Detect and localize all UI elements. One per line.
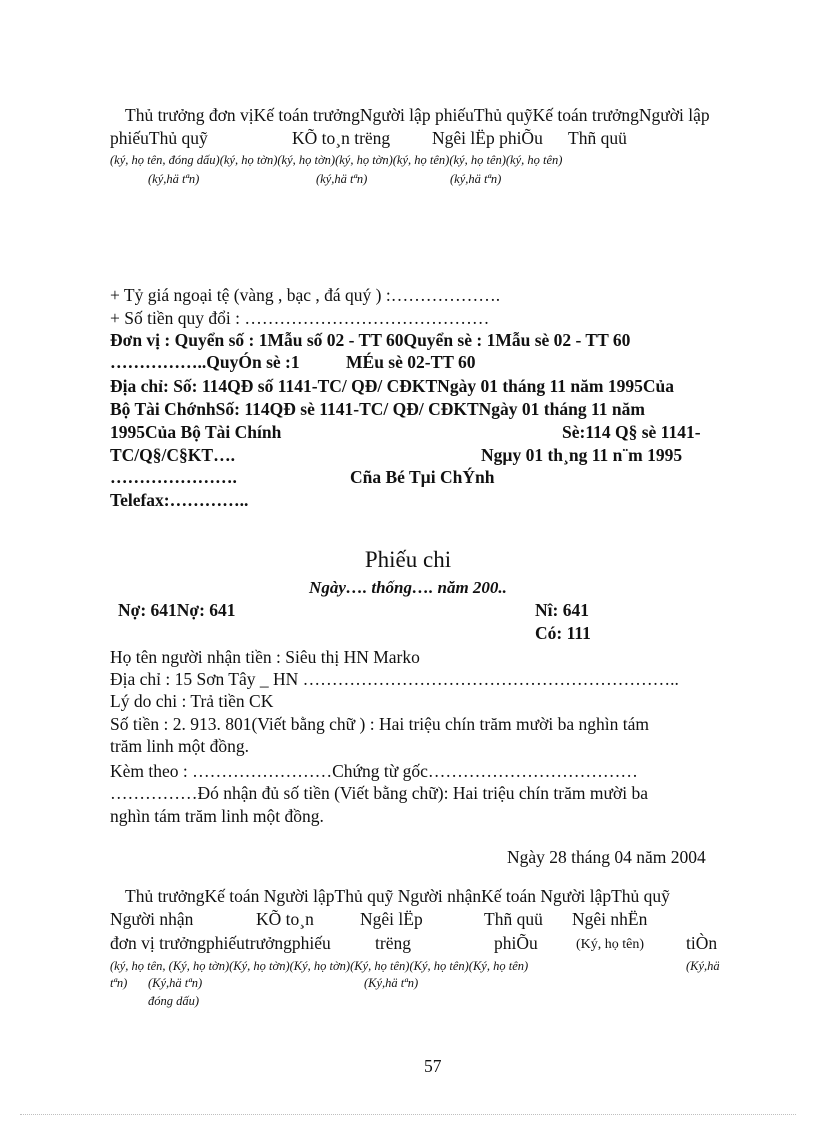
debit-account-left: Nợ: 641Nợ: 641	[118, 600, 236, 620]
decision-line-b: Ngµy 01 th¸ng 11 n¨m 1995	[481, 445, 683, 465]
received-line-cont: nghìn tám trăm linh một đồng.	[110, 806, 324, 826]
voucher-signed-date: Ngày 28 tháng 04 năm 2004	[507, 847, 706, 867]
top-signature-preparer: Ngêi lËp phiÕu	[432, 128, 543, 148]
bottom-signature-titles-cont: đơn vị trưởngphiếutrưởngphiếu	[110, 933, 331, 953]
voucher-date-line: Ngày…. thống…. năm 200..	[309, 578, 507, 597]
top-signature-accountant: KÕ to¸n trëng	[292, 128, 391, 148]
attachment-line: Kèm theo : ……………………Chứng từ gốc………………………………	[110, 761, 638, 781]
bottom-signature-money: tiÒn	[686, 933, 718, 953]
decision-line-a: TC/Q§/C§KT….	[110, 445, 235, 465]
top-signature-note-c: (ký,hä tªn)	[450, 172, 502, 186]
unit-line: Đơn vị : Quyển số : 1Mẫu số 02 - TT 60Quyển sè : 1Mẫu sè 02 - TT 60	[110, 330, 631, 350]
recipient-line: Họ tên người nhận tiền : Siêu thị HN Marko	[110, 647, 420, 667]
bottom-signature-titles: Thủ trưởngKế toán Người lậpThủ quỹ Người nhậnKế toán Người lậpThủ quỹ	[125, 886, 670, 906]
bottom-signature-voucher: phiÕu	[494, 933, 538, 953]
bottom-signature-note-b: (Ký,hä tªn)	[148, 976, 203, 990]
amount-line: Số tiền : 2. 913. 801(Viết bằng chữ ) : Hai triệu chín trăm mười ba nghìn tám	[110, 714, 649, 734]
top-signature-cashier: Thñ quü	[568, 128, 627, 148]
ministry-line-3: Cña Bé Tµi ChÝnh	[350, 467, 495, 487]
telefax-line: Telefax:…………..	[110, 490, 249, 510]
ministry-line-2a: 1995Của Bộ Tài Chính	[110, 422, 282, 442]
bottom-signature-receiver-2: Ngêi nhËn	[572, 909, 648, 929]
amount-line-cont: trăm linh một đồng.	[110, 736, 250, 756]
debit-account-right: Nî: 641	[535, 600, 589, 620]
exchange-rate-line: + Tỷ giá ngoại tệ (vàng , bạc , đá quý ) :……………….	[110, 285, 501, 305]
dots-line: ………………….	[110, 467, 237, 487]
credit-account: Có: 111	[535, 623, 591, 643]
bottom-signature-preparer: Ngêi lËp	[360, 909, 423, 929]
received-line: ……………Đó nhận đủ số tiền (Viết bằng chữ): Hai triệu chín trăm mười ba	[110, 783, 648, 803]
bottom-signature-chief: trëng	[375, 933, 411, 953]
top-signature-note-a: (ký,hä tªn)	[148, 172, 200, 186]
bottom-signature-note-a: tªn)	[110, 976, 128, 990]
page-bottom-divider	[20, 1114, 796, 1115]
bottom-signature-stamp-note: đóng dấu)	[148, 994, 200, 1008]
bottom-signature-receiver: Người nhận	[110, 909, 194, 929]
top-signature-titles-cont: phiếuThủ quỹ	[110, 128, 208, 148]
bottom-signature-signname: (Ký, họ tên)	[576, 937, 645, 952]
address-line: Địa chỉ: Số: 114QĐ số 1141-TC/ QĐ/ CĐKTNgày 01 tháng 11 năm 1995Của	[110, 376, 674, 396]
bottom-signature-notes: (ký, họ tên, (Ký, họ tờn)(Ký, họ tờn)(Ký, họ tờn)(Ký, họ tên)(Ký, họ tên)(Ký, họ tên)	[110, 959, 529, 973]
top-signature-note-b: (ký,hä tªn)	[316, 172, 368, 186]
top-signature-titles: Thủ trưởng đơn vịKế toán trưởngNgười lập phiếuThủ quỹKế toán trưởngNgười lập	[125, 105, 710, 125]
bottom-signature-accountant: KÕ to¸n	[256, 909, 314, 929]
ministry-line-2b: Sè:114 Q§ sè 1141-	[562, 422, 701, 442]
reason-line: Lý do chi : Trả tiền CK	[110, 691, 274, 711]
ministry-line: Bộ Tài ChớnhSố: 114QĐ sè 1141-TC/ QĐ/ CĐKTNgày 01 tháng 11 năm	[110, 399, 645, 419]
converted-amount-line: + Số tiền quy đổi : ……………………………………	[110, 308, 490, 328]
bottom-signature-note-c: (Ký,hä tªn)	[364, 976, 419, 990]
unit-line-2b: MÉu sè 02-TT 60	[346, 352, 476, 372]
bottom-signature-notes-right: (Ký,hä	[686, 959, 720, 973]
unit-line-2a: ……………..QuyÓn sè :1	[110, 352, 300, 372]
top-signature-notes: (ký, họ tên, đóng dấu)(ký, họ tờn)(ký, họ tờn)(ký, họ tờn)(ký, họ tên)(ký, họ tên)(ký, họ tên)	[110, 153, 563, 167]
page-number: 57	[424, 1056, 442, 1076]
voucher-title: Phiếu chi	[364, 547, 452, 572]
recipient-address-line: Địa chỉ : 15 Sơn Tây _ HN ………………………………………………………..	[110, 669, 679, 689]
bottom-signature-cashier: Thñ quü	[484, 909, 543, 929]
